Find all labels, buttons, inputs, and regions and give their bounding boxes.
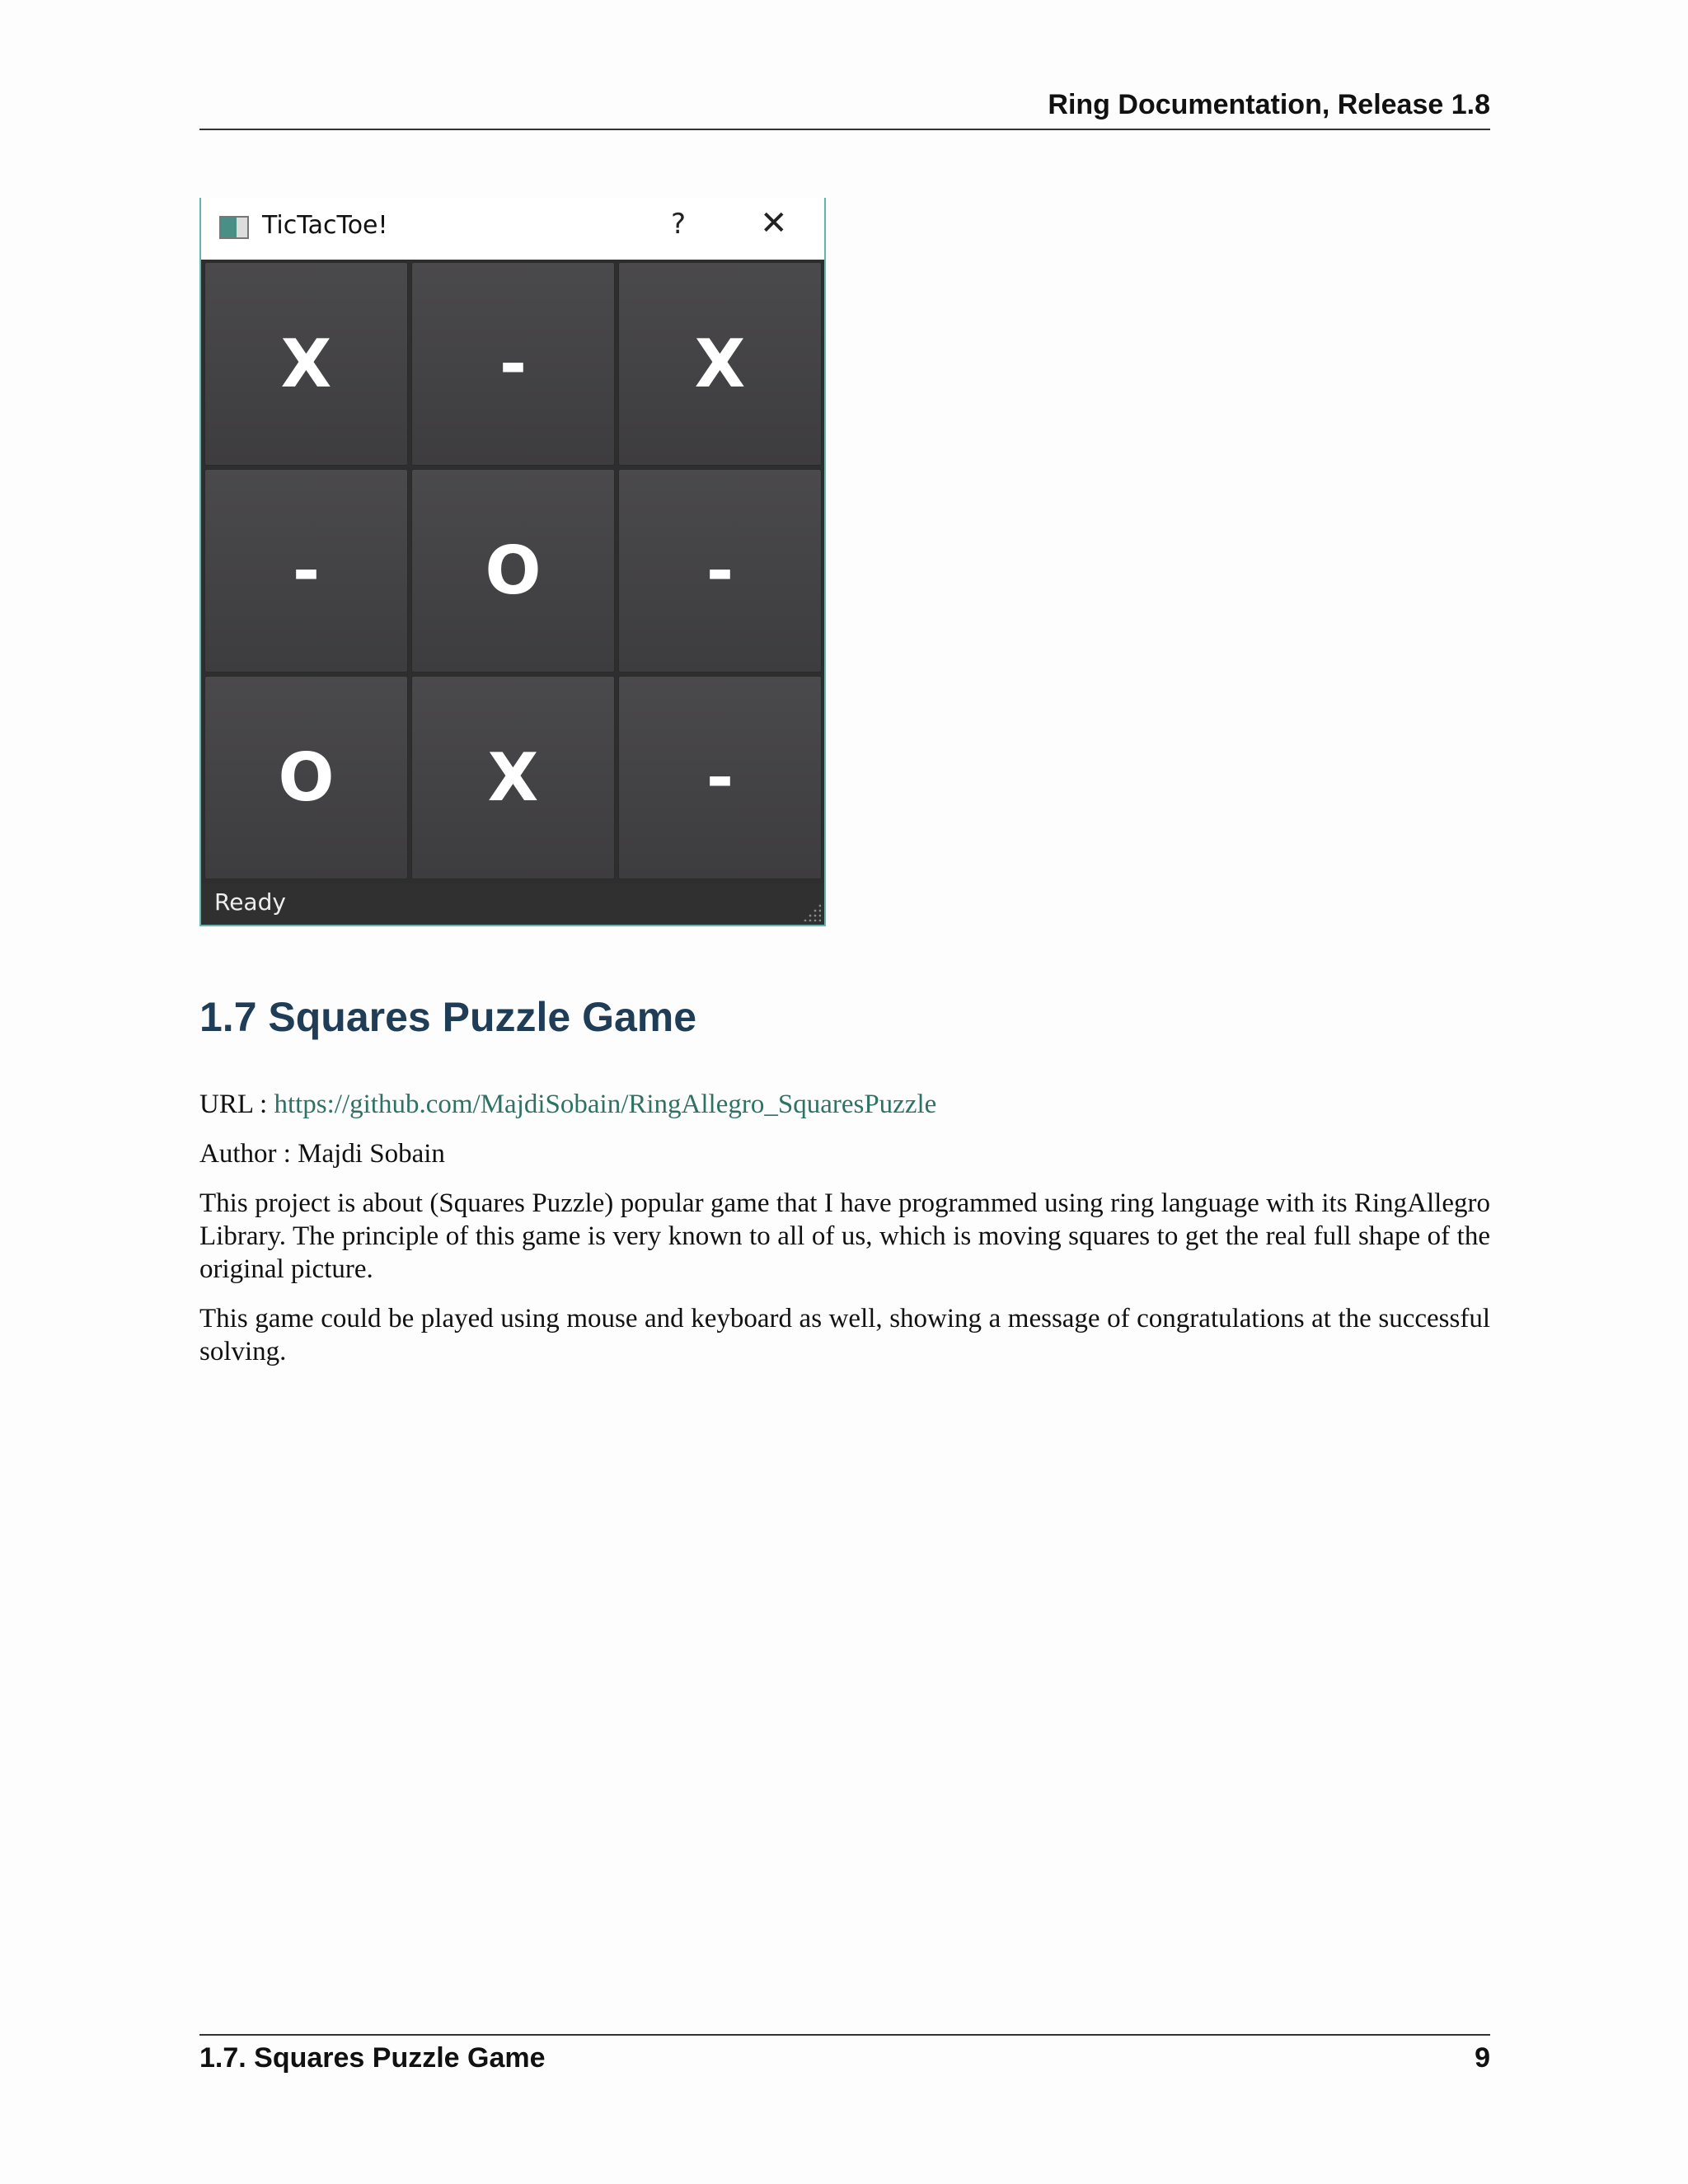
board-cell[interactable]: - <box>204 469 408 673</box>
paragraph-1: This project is about (Squares Puzzle) popular game that I have programmed using ring language with its RingAllegro Library. The principle of this game is very known to all of us, which is moving squares to get the real full shape of the original picture. <box>199 1188 1490 1284</box>
url-link[interactable]: https://github.com/MajdiSobain/RingAllegro_SquaresPuzzle <box>274 1090 937 1119</box>
footer-rule <box>199 2034 1490 2036</box>
close-icon[interactable]: ✕ <box>760 204 788 242</box>
page-number: 9 <box>1475 2042 1490 2074</box>
author-line: Author : Majdi Sobain <box>199 1139 445 1169</box>
resize-grip-icon[interactable] <box>803 903 821 921</box>
board-cell[interactable]: - <box>411 262 615 466</box>
section-heading: 1.7 Squares Puzzle Game <box>199 994 697 1040</box>
footer-section: 1.7. Squares Puzzle Game <box>199 2042 546 2074</box>
board-cell[interactable]: - <box>618 676 822 879</box>
board-cell[interactable]: X <box>204 262 408 466</box>
status-bar <box>201 883 824 925</box>
running-header: Ring Documentation, Release 1.8 <box>1048 89 1490 120</box>
window-titlebar <box>201 198 824 260</box>
board-cell[interactable]: X <box>618 262 822 466</box>
board-cell[interactable]: - <box>618 469 822 673</box>
board-cell[interactable]: O <box>204 676 408 879</box>
game-board <box>204 262 823 879</box>
url-label: URL : <box>199 1090 274 1119</box>
board-cell[interactable]: O <box>411 469 615 673</box>
paragraph-2: This game could be played using mouse and keyboard as well, showing a message of congratulations at the successful solving. <box>199 1304 1490 1366</box>
help-button[interactable]: ? <box>671 208 687 241</box>
app-icon <box>219 216 249 239</box>
tictactoe-window <box>199 198 826 926</box>
window-title: TicTacToe! <box>262 211 388 240</box>
url-line <box>199 1088 1490 1121</box>
header-rule <box>199 129 1490 130</box>
board-cell[interactable]: X <box>411 676 615 879</box>
status-text: Ready <box>214 888 286 916</box>
